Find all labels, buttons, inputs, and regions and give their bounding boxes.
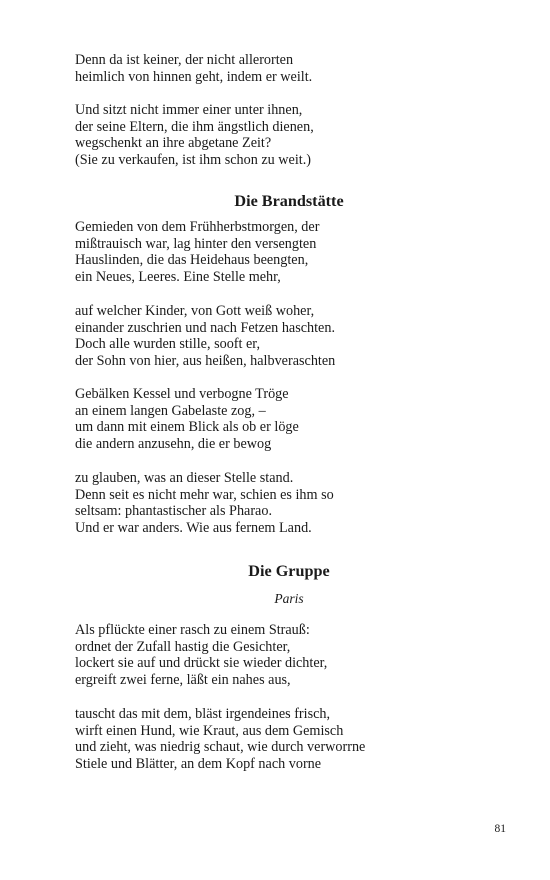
brandstaette-stanza-3	[75, 386, 515, 453]
brandstaette-stanza-1	[75, 219, 515, 286]
verse-line: Denn da ist keiner, der nicht allerorten	[75, 52, 294, 68]
verse-line: heimlich von hinnen geht, indem er weilt.	[75, 68, 313, 85]
verse-line: der seine Eltern, die ihm ängstlich dienen,	[75, 118, 314, 135]
verse-line: Gemieden von dem Frühherbstmorgen, der	[75, 219, 320, 235]
verse-line: ein Neues, Leeres. Eine Stelle mehr,	[75, 269, 281, 286]
verse-line: Und sitzt nicht immer einer unter ihnen,	[75, 102, 303, 118]
verse-line: wegschenkt an ihre abgetane Zeit?	[75, 135, 272, 152]
poem-title-gruppe: Die Gruppe	[248, 562, 330, 580]
verse-line: ordnet der Zufall hastig die Gesichter,	[75, 638, 291, 655]
verse-line: ergreift zwei ferne, läßt ein nahes aus,	[75, 672, 291, 689]
poem-end-stanza-1	[75, 52, 515, 85]
verse-line: Stiele und Blätter, an dem Kopf nach vorne	[75, 756, 322, 773]
verse-line: an einem langen Gabelaste zog, –	[75, 402, 266, 419]
verse-line: (Sie zu verkaufen, ist ihm schon zu weit.)	[75, 152, 311, 169]
verse-line: auf welcher Kinder, von Gott weiß woher,	[75, 303, 315, 319]
poem-end-stanza-2	[75, 102, 515, 169]
verse-line: zu glauben, was an dieser Stelle stand.	[75, 470, 294, 486]
verse-line: Hauslinden, die das Heidehaus beengten,	[75, 252, 309, 269]
poem-title-brandstaette: Die Brandstätte	[234, 192, 344, 210]
gruppe-stanza-1	[75, 622, 515, 689]
verse-line: lockert sie auf und drückt sie wieder dichter,	[75, 655, 328, 672]
verse-line: die andern anzusehn, die er bewog	[75, 436, 272, 453]
brandstaette-stanza-2	[75, 303, 515, 370]
verse-line: tauscht das mit dem, bläst irgendeines frisch,	[75, 706, 331, 722]
verse-line: Doch alle wurden stille, sooft er,	[75, 336, 260, 353]
poem-subtitle-paris: Paris	[274, 591, 304, 606]
verse-line: Denn seit es nicht mehr war, schien es ihm so	[75, 486, 334, 503]
brandstaette-stanza-4	[75, 470, 515, 537]
verse-line: mißtrauisch war, lag hinter den versengten	[75, 235, 317, 252]
page-number: 81	[494, 823, 506, 835]
verse-line: Gebälken Kessel und verbogne Tröge	[75, 386, 289, 402]
verse-line: wirft einen Hund, wie Kraut, aus dem Gemisch	[75, 722, 344, 739]
verse-line: Als pflückte einer rasch zu einem Strauß:	[75, 622, 310, 638]
verse-line: Und er war anders. Wie aus fernem Land.	[75, 520, 312, 537]
verse-line: einander zuschrien und nach Fetzen haschten.	[75, 319, 335, 336]
verse-line: und zieht, was niedrig schaut, wie durch verworrne	[75, 739, 366, 756]
verse-line: seltsam: phantastischer als Pharao.	[75, 503, 272, 520]
gruppe-stanza-2	[75, 706, 515, 773]
verse-line: der Sohn von hier, aus heißen, halbveraschten	[75, 353, 336, 370]
verse-line: um dann mit einem Blick als ob er löge	[75, 419, 299, 436]
